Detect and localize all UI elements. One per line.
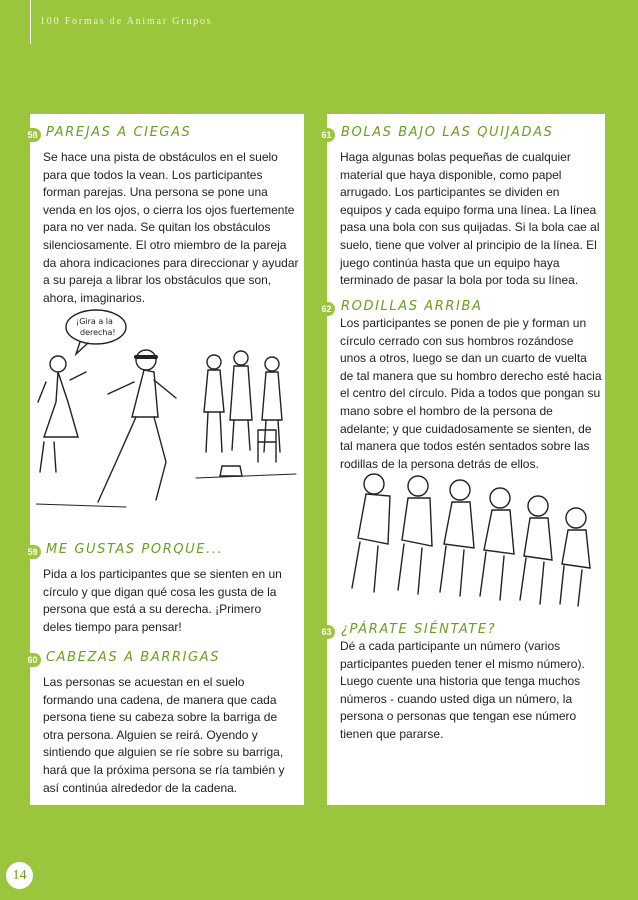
top-green-band xyxy=(30,44,638,114)
activity-body: Pida a los participantes que se sienten en un círculo y que digan qué cosa les gusta de la persona que está a su derecha. ¡Primero deles tiempo para pensar! xyxy=(43,567,282,634)
activity-number-badge: 63 xyxy=(318,625,335,639)
activity-body: Se hace una pista de obstáculos en el suelo para que todos la vean. Los participantes forman parejas. Una persona se pone una venda en los ojos, o cierra los ojos fuertemente para no ver nada. Se quitan los obstáculos silenciosamente. El otro miembro de la pareja da ahora indicaciones para direccionar y ayudar a su pareja a librar los obstáculos que son, ahora, imaginarios. xyxy=(43,150,299,305)
activity-title: ME GUSTAS PORQUE... xyxy=(46,542,224,557)
activity-title: RODILLAS ARRIBA xyxy=(341,299,483,314)
activity-number-badge: 58 xyxy=(24,128,41,142)
activity-body: Los participantes se ponen de pie y forman un círculo cerrado con sus hombros rozándose unos a otros, luego se dan un cuarto de vuelta de tal manera que su hombro derecho esté hacia el centro del círculo. Pida a todos que pongan su mano sobre el hombro de la persona de adelante; y que cuidadosamente se sienten, de tal manera que todos estén sentados sobre las rodillas de la persona detrás de ellos. xyxy=(340,316,602,471)
blindfold-game-illustration xyxy=(36,302,298,512)
activity-number-badge: 62 xyxy=(318,302,335,316)
column-gutter xyxy=(304,114,327,810)
right-green-margin xyxy=(605,114,638,810)
activity-number-badge: 59 xyxy=(24,545,41,559)
activity-body: Las personas se acuestan en el suelo formando una cadena, de manera que cada persona tiene su cabeza sobre la barriga de otra persona. Alguien se reirá. Oyendo y sintiendo que alguien se ríe sobre su barriga, hará que la próxima persona se ría también y así continúa alrededor de la cadena. xyxy=(43,675,285,795)
running-header: 100 Formas de Animar Grupos xyxy=(40,16,213,27)
activity-body: Dé a cada participante un número (varios participantes pueden tener el mismo número). Luego cuente una historia que tenga muchos números - cuando usted diga un número, la persona o personas que tengan ese número tienen que pararse. xyxy=(340,639,585,741)
activity-title: BOLAS BAJO LAS QUIJADAS xyxy=(341,125,554,140)
header-rule xyxy=(30,0,31,44)
activity-title: ¿PÁRATE SIÉNTATE? xyxy=(341,622,497,637)
page-number: 14 xyxy=(6,862,33,889)
speech-line-2: derecha! xyxy=(80,328,116,337)
activity-title: PAREJAS A CIEGAS xyxy=(46,125,192,140)
knees-up-illustration xyxy=(348,468,598,610)
header-bar xyxy=(0,0,638,44)
bottom-green-band xyxy=(30,805,638,900)
activity-number-badge: 60 xyxy=(24,653,41,667)
speech-line-1: ¡Gira a la xyxy=(76,317,113,326)
activity-number-badge: 61 xyxy=(318,128,335,142)
activity-title: CABEZAS A BARRIGAS xyxy=(46,650,221,665)
activity-body: Haga algunas bolas pequeñas de cualquier material que haya disponible, como papel arrugado. Los participantes se dividen en equipos y cada equipo forma una línea. La línea pasa una bola con sus quijadas. Si la bola cae al suelo, tiene que volver al principio de la línea. El juego continúa hasta que un equipo haya terminado de pasar la bola por toda su línea. xyxy=(340,150,600,288)
